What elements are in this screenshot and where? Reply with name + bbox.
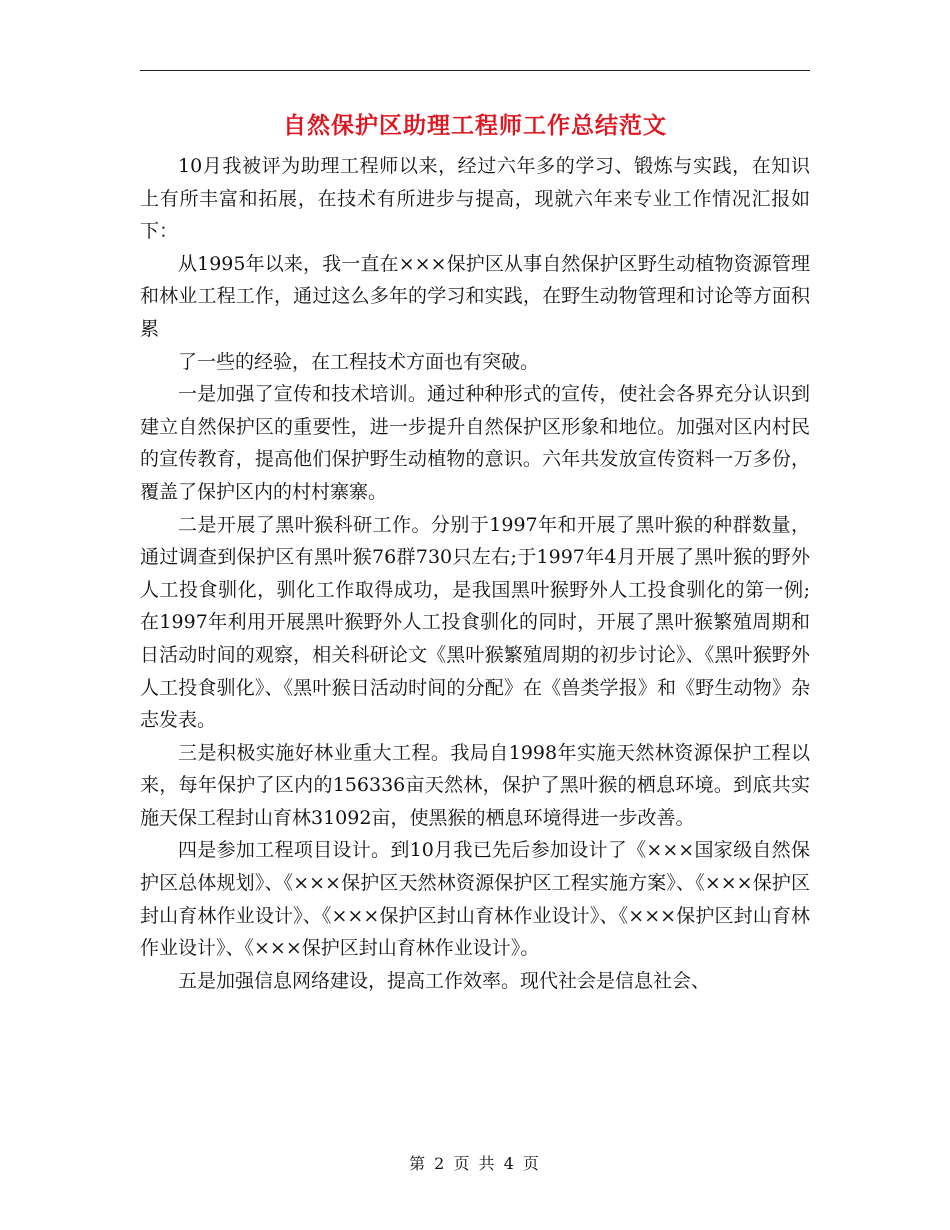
paragraph-2: 从1995年以来，我一直在×××保护区从事自然保护区野生动植物资源管理和林业工程工作，通过这么多年的学习和实践，在野生动物管理和讨论等方面积累 <box>140 252 810 340</box>
header-rule <box>140 70 810 71</box>
paragraph-4: 一是加强了宣传和技术培训。通过种种形式的宣传，使社会各界充分认识到建立自然保护区的重要性，进一步提升自然保护区形象和地位。加强对区内村民的宣传教育，提高他们保护野生动植物的意识。六年共发放宣传资料一万多份，覆盖了保护区内的村村寨寨。 <box>140 383 810 503</box>
paragraph-3: 了一些的经验，在工程技术方面也有突破。 <box>178 350 540 373</box>
paragraph-5: 二是开展了黑叶猴科研工作。分别于1997年和开展了黑叶猴的种群数量，通过调查到保护区有黑叶猴76群730只左右;于1997年4月开展了黑叶猴的野外人工投食驯化，驯化工作取得成功，是我国黑叶猴野外人工投食驯化的第一例;在1997年利用开展黑叶猴野外人工投食驯化的同时，开展了黑叶猴繁殖周期和日活动时间的观察，相关科研论文《黑叶猴繁殖周期的初步讨论》、《黑叶猴野外人工投食驯化》、《黑叶猴日活动时间的分配》在《兽类学报》和《野生动物》杂志发表。 <box>140 513 810 732</box>
paragraph-8: 五是加强信息网络建设，提高工作效率。现代社会是信息社会、 <box>178 969 711 992</box>
paragraph-1: 10月我被评为助理工程师以来，经过六年多的学习、锻炼与实践，在知识上有所丰富和拓展，在技术有所进步与提高，现就六年来专业工作情况汇报如下： <box>140 155 810 243</box>
page-number-footer: 第 2 页 共 4 页 <box>409 1154 541 1173</box>
paragraph-7: 四是参加工程项目设计。到10月我已先后参加设计了《×××国家级自然保护区总体规划》、《×××保护区天然林资源保护区工程实施方案》、《×××保护区封山育林作业设计》、《×××保护区封山育林作业设计》、《×××保护区封山育林作业设计》、《×××保护区封山育林作业设计》。 <box>140 839 810 960</box>
document-title: 自然保护区助理工程师工作总结范文 <box>283 112 667 139</box>
paragraph-6: 三是积极实施好林业重大工程。我局自1998年实施天然林资源保护工程以来，每年保护了区内的156336亩天然林，保护了黑叶猴的栖息环境。到底共实施天保工程封山育林31092亩，使黑猴的栖息环境得进一步改善。 <box>140 741 810 829</box>
document-body <box>140 150 810 997</box>
